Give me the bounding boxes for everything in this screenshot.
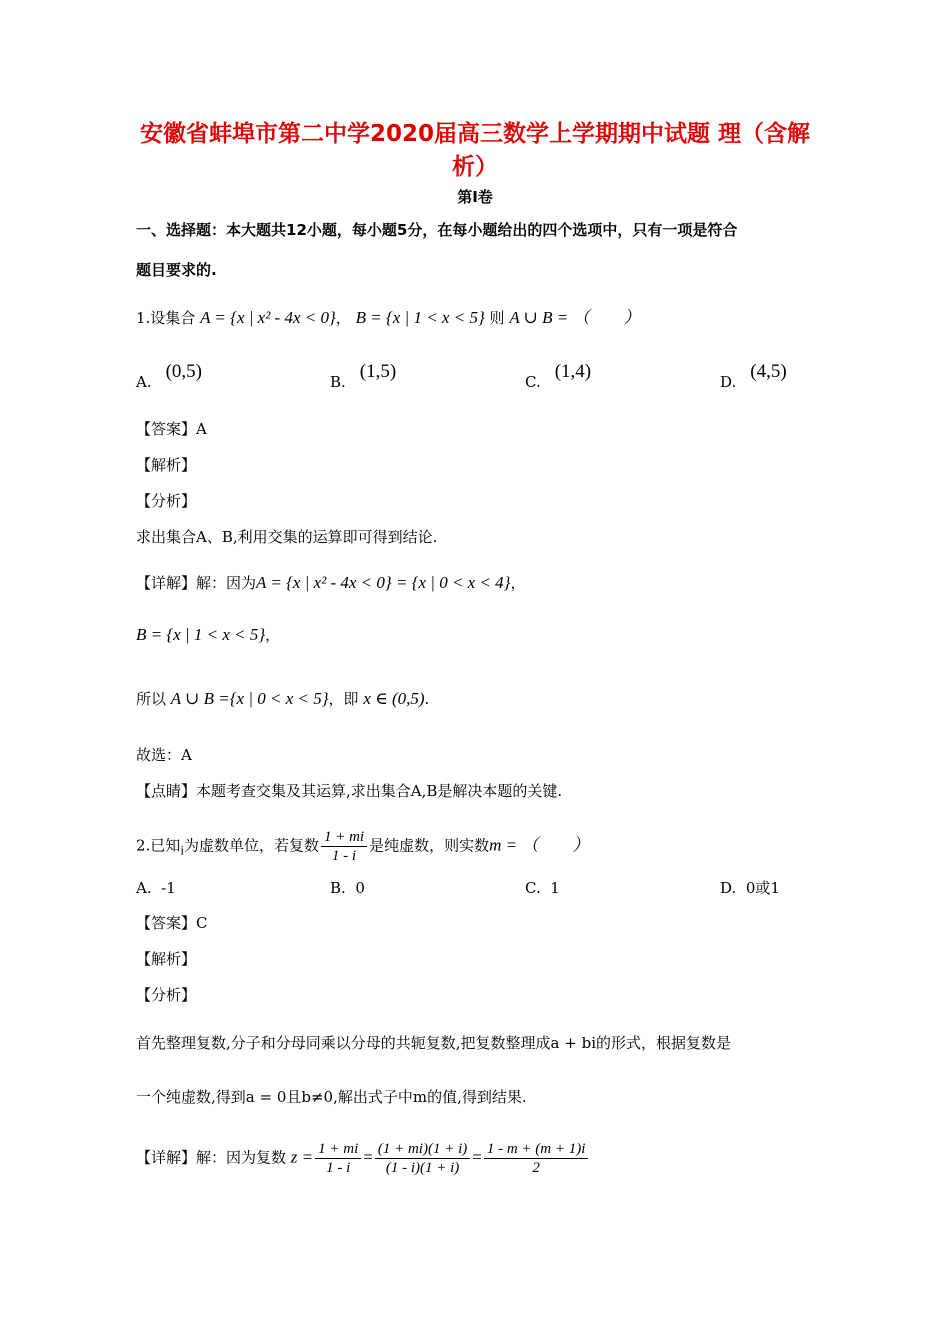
q2-answer: 【答案】C — [136, 914, 208, 932]
q1-ask: A ∪ B = （ ） — [509, 308, 641, 327]
q2-option-c — [525, 877, 560, 899]
option-value: (1,5) — [359, 361, 397, 382]
q1-detail-comma: ， — [510, 574, 526, 592]
q1-set-a: A = {x | x² - 4x < 0} — [200, 308, 336, 327]
q2-detail-frac-2 — [375, 1140, 470, 1177]
frac-numerator: (1 + mi)(1 + i) — [375, 1140, 470, 1159]
q1-then: 则 — [489, 309, 505, 327]
q2-i-symbol: i — [180, 842, 184, 858]
frac-numerator: 1 - m + (m + 1)i — [484, 1140, 589, 1159]
q2-fraction — [321, 828, 367, 865]
q1-so-prefix: 所以 — [136, 690, 167, 708]
q1-so-eq: A ∪ B ={x | 0 < x < 5} — [170, 689, 329, 708]
q1-analysis-heading: 【解析】 — [136, 456, 197, 474]
q1-detail-prefix: 【详解】解：因为 — [136, 574, 257, 592]
section-heading-line-1: 一、选择题：本大题共12小题，每小题5分，在每小题给出的四个选项中，只有一项是符合 — [136, 221, 738, 239]
frac-numerator: 1 + mi — [315, 1140, 361, 1159]
q2-stem — [136, 828, 589, 865]
option-value: (0,5) — [165, 361, 203, 382]
q2-prefix: 2.已知 — [136, 836, 181, 855]
frac-numerator: 1 + mi — [321, 828, 367, 847]
option-value: 0 — [355, 879, 365, 897]
option-label: C. — [525, 373, 541, 391]
q1-comment: 【点睛】本题考查交集及其运算,求出集合A,B是解决本题的关键. — [136, 782, 563, 800]
option-label: A. — [136, 373, 152, 391]
frac-denominator: 2 — [532, 1160, 540, 1176]
q1-fenxi-text: 求出集合A、B,利用交集的运算即可得到结论. — [136, 528, 438, 546]
option-label: B. — [330, 879, 346, 897]
section-heading-line-2: 题目要求的. — [136, 261, 217, 279]
q2-detail — [136, 1140, 590, 1177]
q2-fenxi-heading: 【分析】 — [136, 986, 197, 1004]
q2-detail-frac-1 — [315, 1140, 361, 1177]
option-label: B. — [330, 373, 346, 391]
q1-fenxi-heading: 【分析】 — [136, 492, 197, 510]
q1-set-b: B = {x | 1 < x < 5} — [355, 308, 485, 327]
option-value: (1,4) — [554, 361, 592, 382]
q1-detail — [136, 572, 526, 594]
q1-detail-eq1: A = {x | x² - 4x < 0} = {x | 0 < x < 4} — [256, 573, 511, 592]
q1-detail-eq2: B = {x | 1 < x < 5} — [136, 625, 266, 644]
q2-fenxi-line-2: 一个纯虚数,得到a = 0且b≠0,解出式子中m的值,得到结果. — [136, 1088, 527, 1106]
q1-detail-line-2 — [136, 624, 280, 646]
option-value: -1 — [161, 879, 176, 897]
q1-detail-comma2: ， — [265, 626, 281, 644]
q2-option-d — [720, 877, 780, 899]
q2-fenxi-line-1: 首先整理复数,分子和分母同乘以分母的共轭复数,把复数整理成a + bi的形式，根据复数是 — [136, 1034, 731, 1052]
option-label: C. — [525, 879, 541, 897]
option-label: A. — [136, 879, 152, 897]
q2-detail-prefix: 【详解】解：因为复数 — [136, 1148, 287, 1167]
q2-option-a — [136, 877, 176, 899]
title-line-2: 析） — [452, 154, 498, 180]
q2-analysis-heading: 【解析】 — [136, 950, 197, 968]
q1-answer: 【答案】A — [136, 420, 207, 438]
q1-option-c — [525, 361, 592, 393]
option-value: 1 — [550, 879, 560, 897]
equals-sign: = — [363, 1147, 373, 1167]
q1-stem — [136, 307, 641, 329]
frac-denominator: 1 - i — [331, 848, 357, 864]
q1-so-end: . — [424, 690, 430, 708]
title-line-1: 安徽省蚌埠市第二中学2020届高三数学上学期期中试题 理（含解 — [139, 121, 811, 147]
q1-conclusion — [136, 688, 429, 710]
q1-so-eq2: x ∈ (0,5) — [363, 689, 425, 708]
q1-so-mid: ，即 — [328, 690, 359, 708]
equals-sign: = — [472, 1147, 482, 1167]
q2-mid2: 是纯虚数，则实数 — [369, 836, 490, 855]
option-value: (4,5) — [750, 361, 787, 382]
document-title — [120, 118, 830, 184]
q1-option-a — [136, 361, 203, 393]
q1-option-d — [720, 361, 787, 393]
frac-denominator: (1 - i)(1 + i) — [385, 1160, 460, 1176]
q2-ask: m = （ ） — [489, 835, 590, 855]
q2-option-b — [330, 877, 365, 899]
frac-denominator: 1 - i — [326, 1160, 351, 1176]
q1-option-b — [330, 361, 397, 393]
q1-sep: ， — [335, 309, 351, 327]
option-value: 0或1 — [745, 879, 780, 897]
option-label: D. — [720, 373, 737, 391]
q2-detail-frac-3 — [484, 1140, 589, 1177]
option-label: D. — [720, 879, 737, 897]
q1-prefix: 1.设集合 — [136, 309, 196, 327]
q2-mid1: 为虚数单位，若复数 — [183, 836, 319, 855]
q2-detail-z: z = — [290, 1147, 314, 1167]
q1-choose: 故选：A — [136, 746, 192, 764]
volume-heading: 第Ⅰ卷 — [457, 188, 493, 206]
